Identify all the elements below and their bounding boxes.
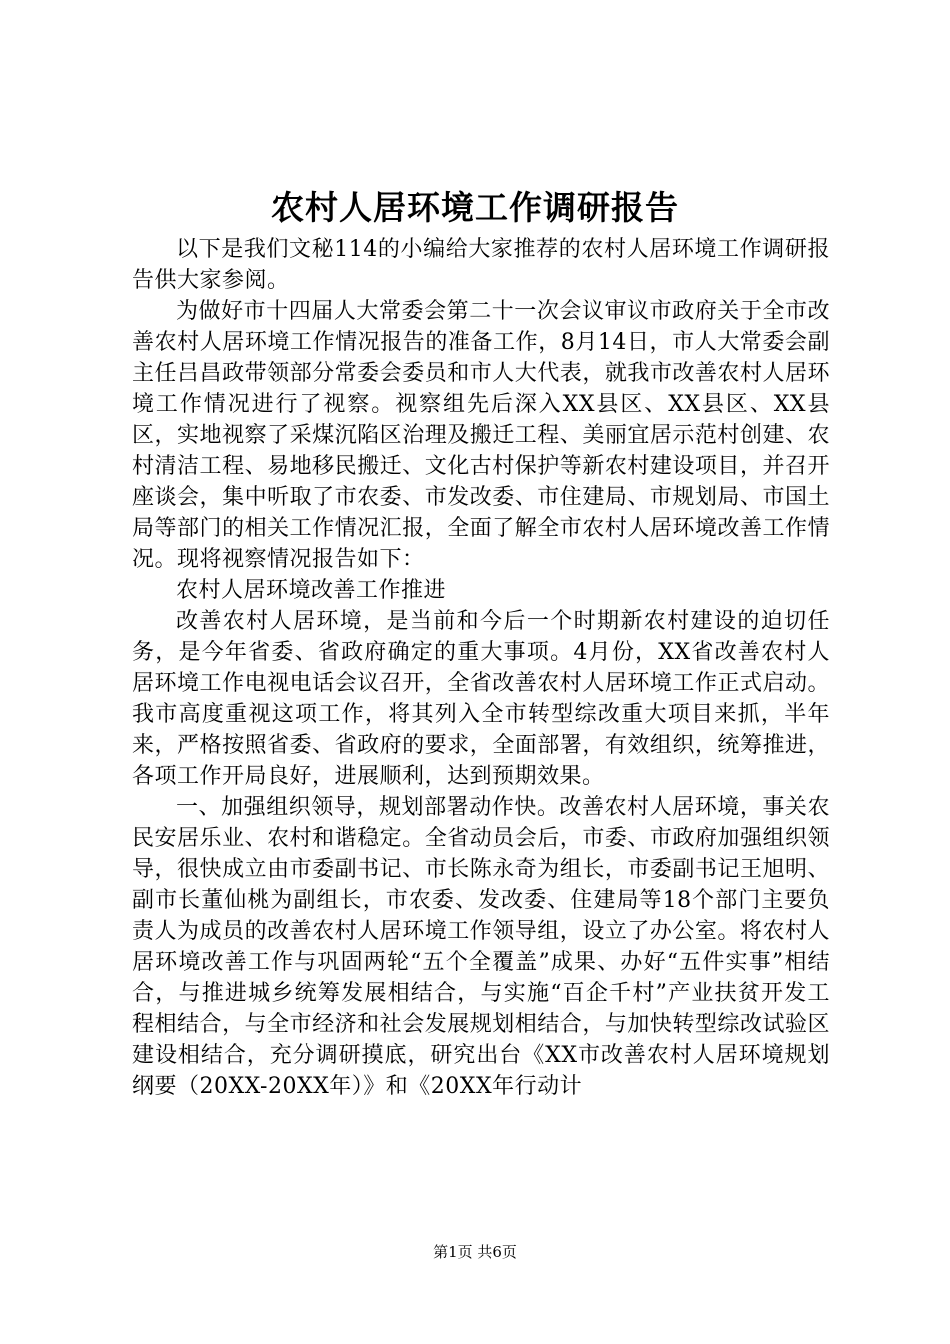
paragraph-intro: 以下是我们文秘114的小编给大家推荐的农村人居环境工作调研报告供大家参阅。 — [132, 237, 830, 293]
section-heading: 农村人居环境改善工作推进 — [176, 578, 447, 603]
paragraph-organization: 一、加强组织领导，规划部署动作快。改善农村人居环境，事关农民安居乐业、农村和谐稳定。全省动员会后，市委、市政府加强组织领导，很快成立由市委副书记、市长陈永奇为组长，市委副书记王旭明、副市长董仙桃为副组长，市农委、发改委、住建局等18个部门主要负责人为成员的改善农村人居环境工作领导组，设立了办公室。将农村人居环境改善工作与巩固两轮“五个全覆盖”成果、办好“五件实事”相结合，与推进城乡统筹发展相结合，与实施“百企千村”产业扶贫开发工程相结合，与全市经济和社会发展规划相结合，与加快转型综改试验区建设相结合，充分调研摸底，研究出台《XX市改善农村人居环境规划纲要（20XX-20XX年）》和《20XX年行动计 — [132, 795, 830, 1099]
document-title: 农村人居环境工作调研报告 — [271, 188, 679, 227]
paragraph-overview: 改善农村人居环境，是当前和今后一个时期新农村建设的迫切任务，是今年省委、省政府确定的重大事项。4月份，XX省改善农村人居环境工作电视电话会议召开，全省改善农村人居环境工作正式启动。我市高度重视这项工作，将其列入全市转型综改重大项目来抓，半年来，严格按照省委、省政府的要求，全面部署，有效组织，统筹推进，各项工作开局良好，进展顺利，达到预期效果。 — [132, 609, 830, 789]
page-footer: 第1页 共6页 — [433, 1243, 517, 1261]
document-body — [132, 234, 830, 1102]
paragraph-inspection: 为做好市十四届人大常委会第二十一次会议审议市政府关于全市改善农村人居环境工作情况报告的准备工作，8月14日，市人大常委会副主任吕昌政带领部分常委会委员和市人大代表，就我市改善农村人居环境工作情况进行了视察。视察组先后深入XX县区、XX县区、XX县区，实地视察了采煤沉陷区治理及搬迁工程、美丽宜居示范村创建、农村清洁工程、易地移民搬迁、文化古村保护等新农村建设项目，并召开座谈会，集中听取了市农委、市发改委、市住建局、市规划局、市国土局等部门的相关工作情况汇报，全面了解全市农村人居环境改善工作情况。现将视察情况报告如下： — [132, 299, 830, 572]
